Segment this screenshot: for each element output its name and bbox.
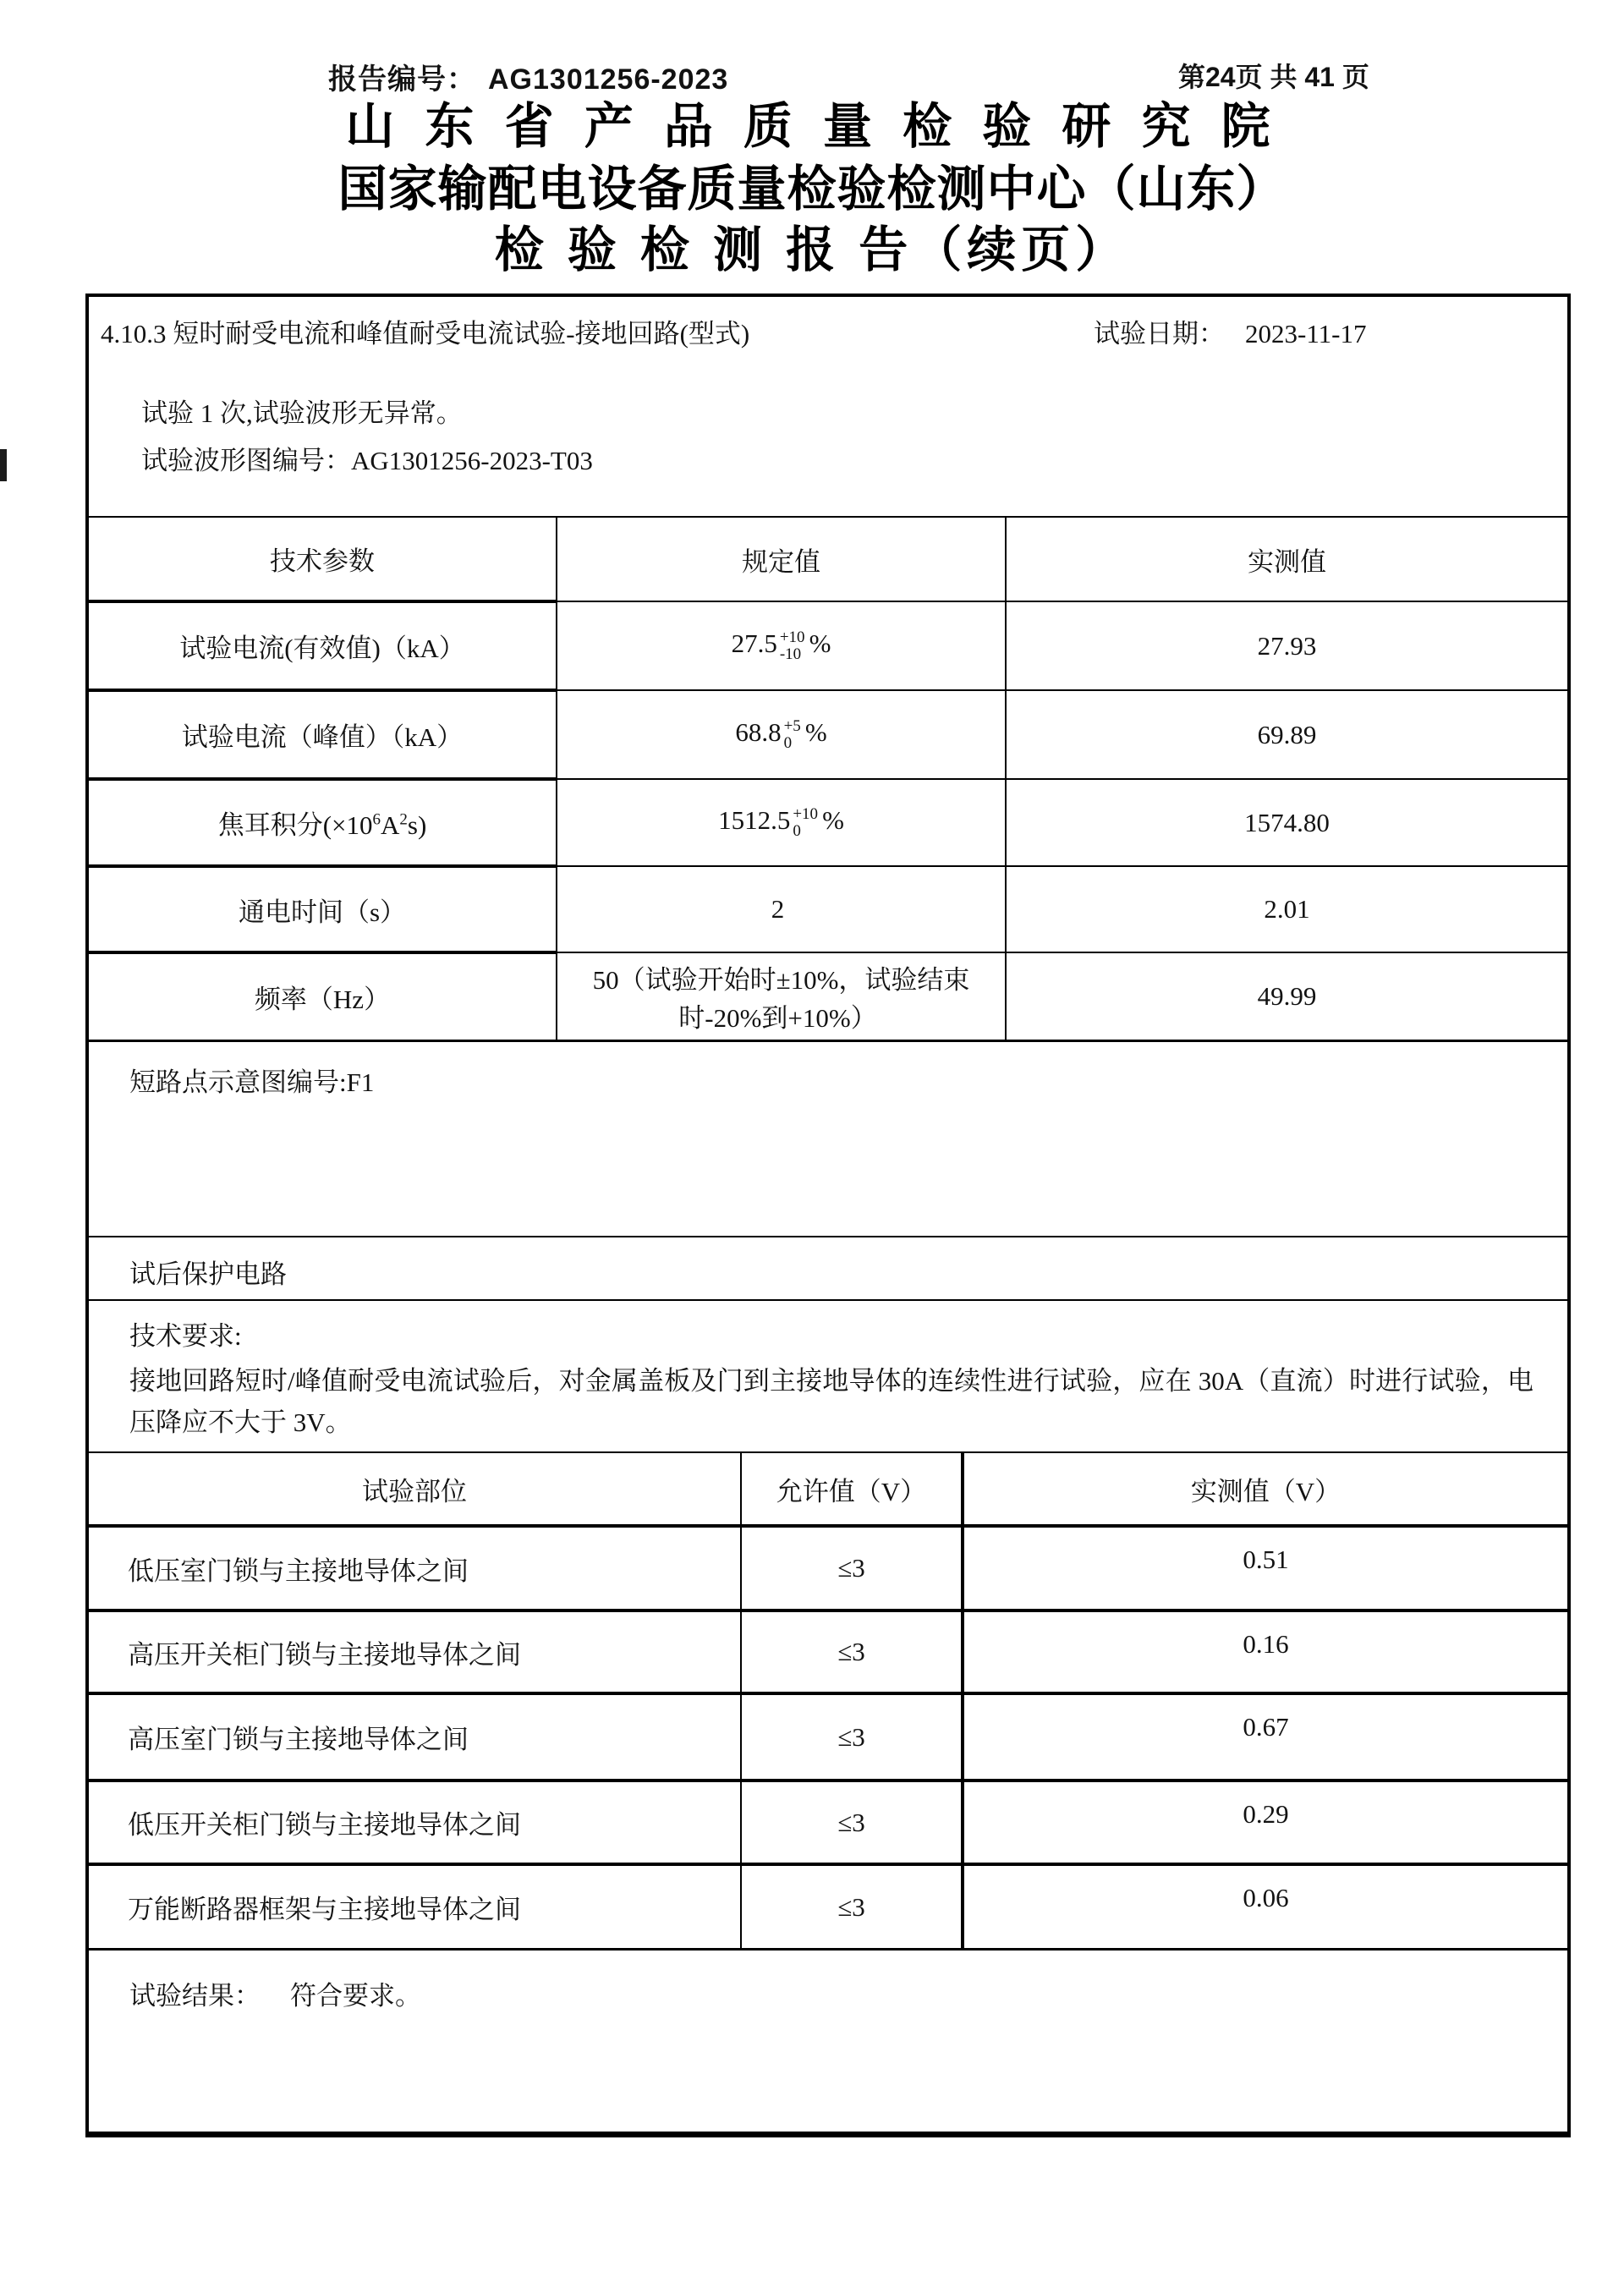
header-spec: 规定值 bbox=[557, 517, 1006, 601]
table-row bbox=[89, 1526, 1567, 1610]
table-header-row bbox=[89, 1452, 1567, 1526]
measured-cell: 0.51 bbox=[963, 1526, 1567, 1610]
table-row bbox=[89, 1693, 1567, 1780]
table-row bbox=[89, 1864, 1567, 1948]
table-row bbox=[89, 952, 1567, 1040]
header-part: 试验部位 bbox=[89, 1452, 741, 1526]
param-sup: 2 bbox=[399, 810, 408, 829]
section-tech-requirements bbox=[89, 1299, 1567, 1451]
report-title: 检 验 检 测 报 告（续页） bbox=[494, 222, 1130, 277]
tolerance-stack bbox=[780, 629, 805, 663]
header-allowed: 允许值（V） bbox=[741, 1452, 963, 1526]
spec-base: 68.8 bbox=[735, 717, 782, 748]
scan-artifact bbox=[0, 449, 7, 481]
part-cell: 低压开关柜门锁与主接地导体之间 bbox=[89, 1780, 741, 1864]
part-cell: 高压室门锁与主接地导体之间 bbox=[89, 1693, 741, 1780]
tolerance-lower: 0 bbox=[783, 733, 793, 752]
table-row bbox=[89, 866, 1567, 952]
param-text: s) bbox=[407, 810, 427, 840]
part-cell: 万能断路器框架与主接地导体之间 bbox=[89, 1864, 741, 1948]
spec-unit: % bbox=[822, 805, 844, 836]
test-note: 试验 1 次,试验波形无异常。 bbox=[141, 398, 463, 428]
measured-cell: 1574.80 bbox=[1006, 779, 1567, 866]
test-date bbox=[1094, 312, 1367, 350]
table-row bbox=[89, 1610, 1567, 1693]
param-text: A bbox=[381, 810, 400, 840]
tolerance-lower: 0 bbox=[793, 821, 801, 840]
report-number-label: 报告编号： bbox=[328, 63, 476, 96]
part-cell: 高压开关柜门锁与主接地导体之间 bbox=[89, 1610, 741, 1693]
spec-base: 2 bbox=[771, 894, 785, 924]
param-text: 频率（Hz） bbox=[254, 985, 391, 1014]
tech-requirements-label: 技术要求: bbox=[129, 1321, 242, 1351]
measured-cell: 27.93 bbox=[1006, 601, 1567, 690]
post-protection-label: 试后保护电路 bbox=[129, 1259, 287, 1289]
allowed-cell: ≤3 bbox=[741, 1780, 963, 1864]
table-row bbox=[89, 779, 1567, 866]
measured-cell: 2.01 bbox=[1006, 866, 1567, 952]
spec-cell bbox=[557, 866, 1006, 952]
param-cell bbox=[89, 690, 557, 779]
header-measured: 实测值 bbox=[1006, 517, 1567, 601]
spec-cell bbox=[557, 601, 1006, 690]
page-indicator: 第24页 共 41 页 bbox=[1178, 62, 1369, 92]
param-text: 试验电流(有效值)（kA） bbox=[179, 634, 465, 663]
tolerance-stack bbox=[784, 718, 801, 752]
spec-cell bbox=[557, 779, 1006, 866]
measured-cell: 0.29 bbox=[963, 1780, 1567, 1864]
allowed-cell: ≤3 bbox=[741, 1610, 963, 1693]
spec-cell bbox=[557, 952, 1006, 1040]
section-result bbox=[89, 1948, 1567, 2129]
param-cell bbox=[89, 866, 557, 952]
measured-cell: 69.89 bbox=[1006, 690, 1567, 779]
continuity-table bbox=[89, 1451, 1567, 1948]
short-circuit-diagram-note: 短路点示意图编号:F1 bbox=[129, 1067, 375, 1097]
param-text: 焦耳积分(×10 bbox=[217, 810, 373, 840]
table-row bbox=[89, 690, 1567, 779]
tolerance-lower: -10 bbox=[779, 645, 802, 663]
param-text: 试验电流（峰值）（kA） bbox=[181, 722, 464, 752]
spec-cell bbox=[557, 690, 1006, 779]
spec-base: 1512.5 bbox=[718, 805, 791, 836]
institute-title: 山 东 省 产 品 质 量 检 验 研 究 院 bbox=[345, 99, 1279, 154]
param-cell bbox=[89, 952, 557, 1040]
param-cell bbox=[89, 779, 557, 866]
spec-base: 27.5 bbox=[731, 628, 777, 659]
header-measured: 实测值（V） bbox=[963, 1452, 1567, 1526]
tech-requirements-text: 接地回路短时/峰值耐受电流试验后，对金属盖板及门到主接地导体的连续性进行试验，应在 30A（直流）时进行试验，电压降应不大于 3V。 bbox=[129, 1366, 1533, 1437]
part-cell: 低压室门锁与主接地导体之间 bbox=[89, 1526, 741, 1610]
tolerance-stack bbox=[793, 806, 818, 840]
center-title: 国家输配电设备质量检验检测中心（山东） bbox=[337, 162, 1287, 217]
spec-unit: % bbox=[804, 717, 827, 748]
measured-cell: 49.99 bbox=[1006, 952, 1567, 1040]
table-row bbox=[89, 601, 1567, 690]
report-number-value: AG1301256-2023 bbox=[488, 63, 729, 96]
measured-cell: 0.06 bbox=[963, 1864, 1567, 1948]
param-cell bbox=[89, 601, 557, 690]
measured-cell: 0.16 bbox=[963, 1610, 1567, 1693]
tolerance-upper: +10 bbox=[779, 628, 805, 646]
test-date-value: 2023-11-17 bbox=[1245, 319, 1367, 348]
param-sup: 6 bbox=[372, 810, 381, 829]
report-body-box bbox=[85, 294, 1571, 2137]
param-text: 通电时间（s） bbox=[238, 897, 407, 927]
tolerance-upper: +5 bbox=[783, 716, 801, 735]
allowed-cell: ≤3 bbox=[741, 1526, 963, 1610]
result-label: 试验结果： bbox=[129, 1981, 261, 2011]
tolerance-upper: +10 bbox=[793, 804, 819, 823]
section-post-protection bbox=[89, 1236, 1567, 1299]
section-short-circuit-diagram bbox=[89, 1040, 1567, 1236]
section-intro bbox=[89, 297, 1567, 516]
allowed-cell: ≤3 bbox=[741, 1864, 963, 1948]
test-date-label: 试验日期： bbox=[1094, 319, 1225, 348]
table-header-row bbox=[89, 517, 1567, 601]
table-row bbox=[89, 1780, 1567, 1864]
waveform-number-note: 试验波形图编号：AG1301256-2023-T03 bbox=[141, 446, 593, 475]
result-value: 符合要求。 bbox=[290, 1981, 421, 2011]
allowed-cell: ≤3 bbox=[741, 1693, 963, 1780]
spec-base: 50（试验开始时±10%，试验结束时-20%到+10%） bbox=[592, 965, 970, 1033]
header-param: 技术参数 bbox=[89, 517, 557, 601]
measured-cell: 0.67 bbox=[963, 1693, 1567, 1780]
spec-unit: % bbox=[809, 628, 831, 659]
clause-heading: 4.10.3 短时耐受电流和峰值耐受电流试验-接地回路(型式) bbox=[101, 319, 750, 348]
parameters-table bbox=[89, 516, 1567, 1040]
